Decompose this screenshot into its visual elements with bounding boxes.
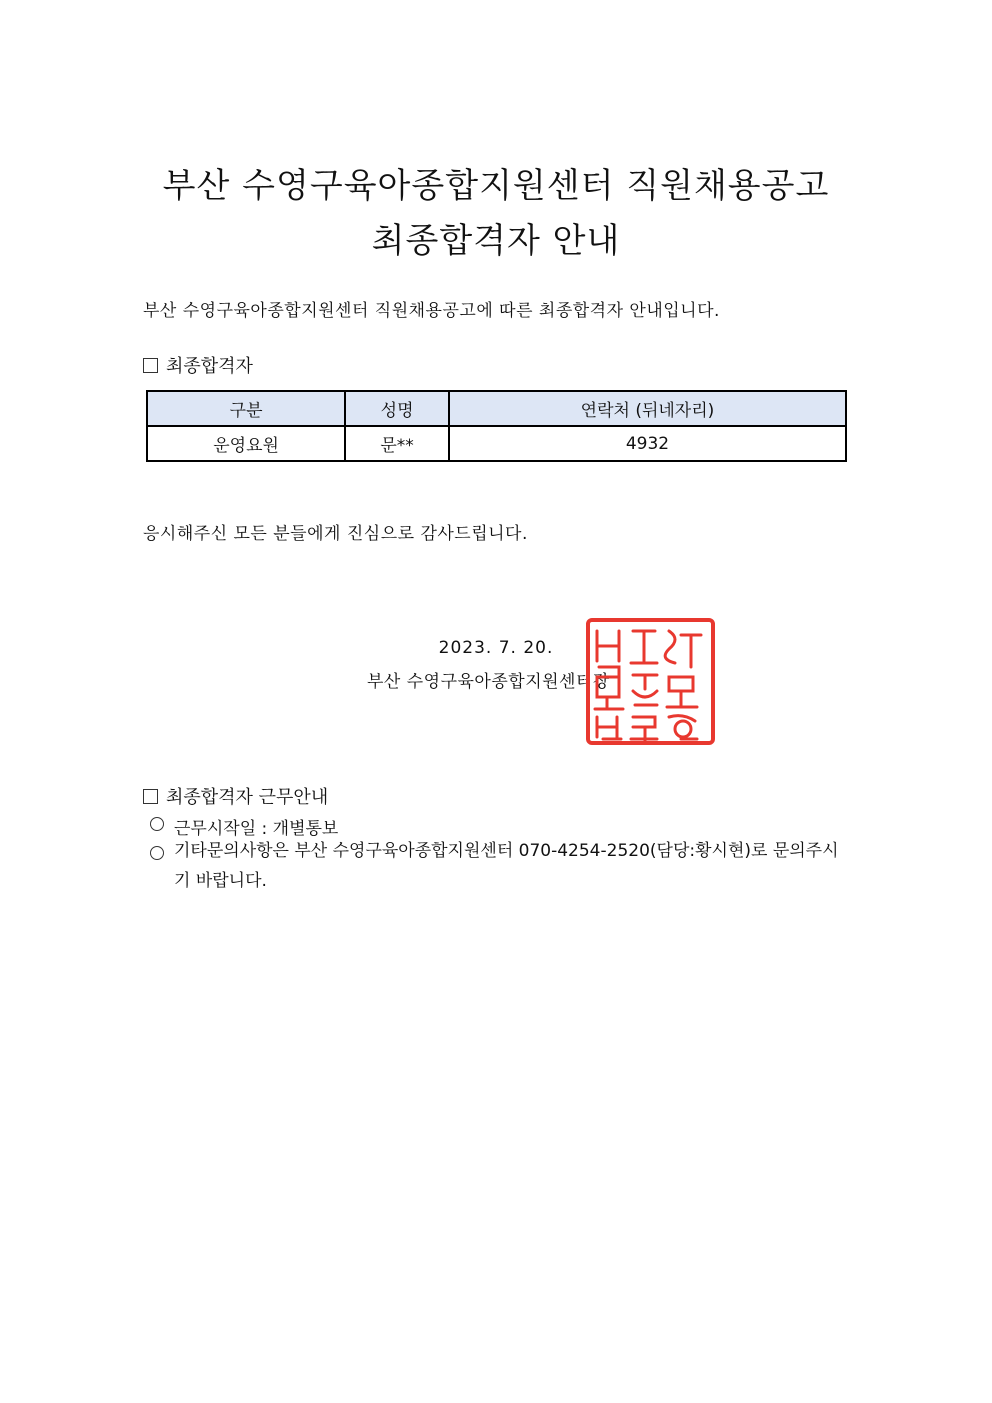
list-item bbox=[150, 843, 850, 896]
page-title: 부산 수영구육아종합지원센터 직원채용공고 bbox=[162, 166, 830, 206]
square-bullet-icon bbox=[143, 358, 158, 373]
list-item-text: 근무시작일 : 개별통보 bbox=[174, 819, 339, 839]
section-title: 최종합격자 bbox=[166, 356, 253, 377]
results-table bbox=[146, 390, 847, 462]
thanks-text: 응시해주신 모든 분들에게 진심으로 감사드립니다. bbox=[143, 524, 528, 544]
table-row bbox=[147, 426, 846, 461]
section-work-info bbox=[143, 783, 328, 809]
intro-text: 부산 수영구육아종합지원센터 직원채용공고에 따른 최종합격자 안내입니다. bbox=[143, 301, 720, 321]
cell-name: 문** bbox=[345, 426, 449, 461]
cell-category: 운영요원 bbox=[147, 426, 345, 461]
section-final-pass bbox=[143, 352, 253, 378]
header-name: 성명 bbox=[345, 391, 449, 426]
official-seal-stamp bbox=[585, 617, 716, 746]
square-bullet-icon bbox=[143, 789, 158, 804]
section-title: 최종합격자 근무안내 bbox=[166, 787, 329, 808]
list-item-text: 기타문의사항은 부산 수영구육아종합지원센터 070-4254-2520(담당:황시현)로 문의주시기 바랍니다. bbox=[174, 841, 839, 891]
header-contact: 연락처 (뒤네자리) bbox=[449, 391, 846, 426]
circle-bullet-icon bbox=[150, 846, 164, 860]
issue-date: 2023. 7. 20. bbox=[438, 638, 554, 658]
header-category: 구분 bbox=[147, 391, 345, 426]
page-subtitle: 최종합격자 안내 bbox=[371, 221, 621, 261]
issuer-name: 부산 수영구육아종합지원센터장 bbox=[367, 672, 610, 692]
circle-bullet-icon bbox=[150, 817, 164, 831]
cell-contact: 4932 bbox=[449, 426, 846, 461]
table-header-row bbox=[147, 391, 846, 426]
